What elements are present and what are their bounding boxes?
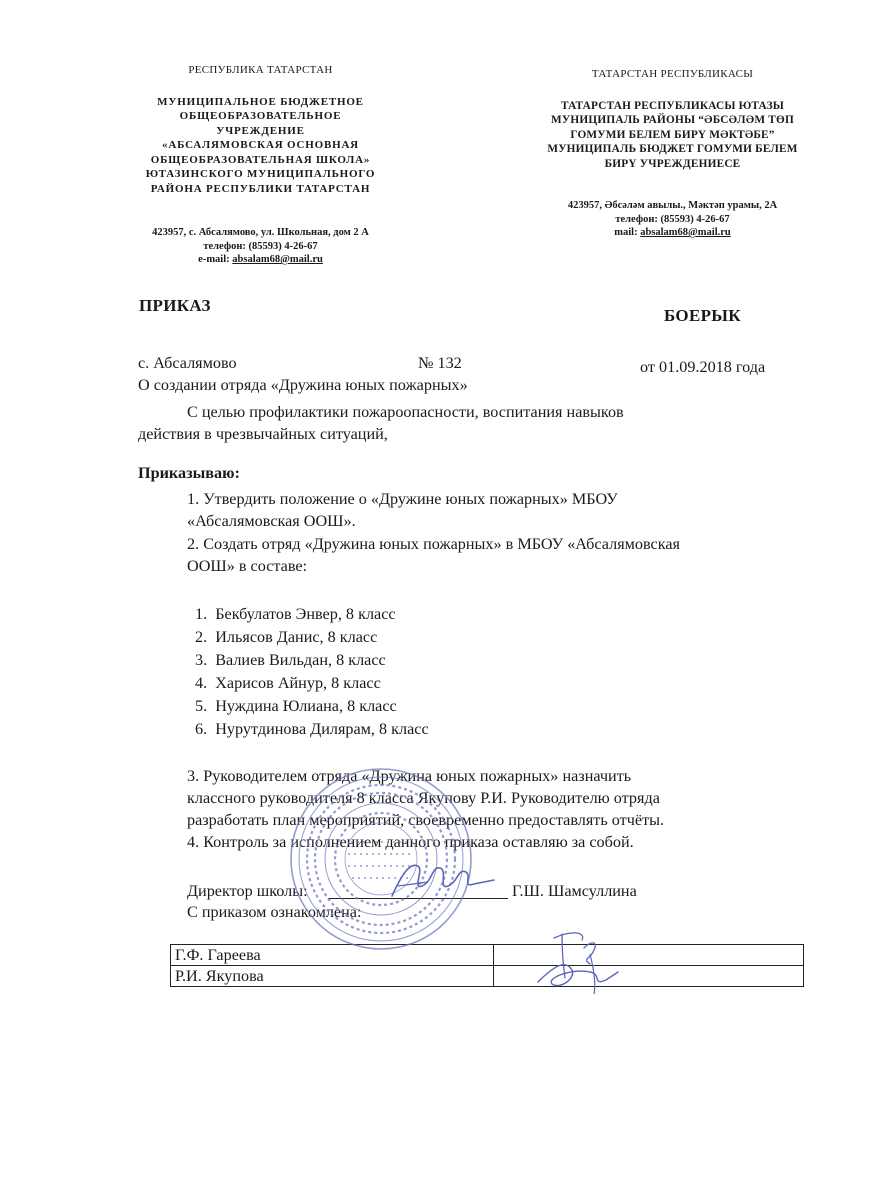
ack-name: Р.И. Якупова <box>171 966 494 987</box>
org-line: ЮТАЗИНСКОГО МУНИЦИПАЛЬНОГО <box>145 168 376 180</box>
phone: телефон: (85593) 4-26-67 <box>203 240 318 252</box>
preamble-line: С целью профилактики пожароопасности, воспитания навыков <box>187 403 624 421</box>
order-number: № 132 <box>418 354 462 372</box>
item-2-line: 2. Создать отряд «Дружина юных пожарных» в МБОУ «Абсалямовская <box>187 535 680 553</box>
item-3-line: 3. Руководителем отряда «Дружина юных пожарных» назначить <box>187 767 632 785</box>
member-item: 6. Нурутдинова Дилярам, 8 класс <box>195 720 429 738</box>
order-subject: О создании отряда «Дружина юных пожарных» <box>138 376 468 394</box>
letterhead-left-contacts <box>118 226 403 267</box>
letterhead-left <box>118 64 403 267</box>
acknowledged-label: С приказом ознакомлена: <box>187 903 362 921</box>
org-line: МУНИЦИПАЛЬ БЮДЖЕТ ГОМУМИ БЕЛЕМ <box>547 143 798 155</box>
item-3-line: классного руководителя 8 класса Якупову Р.И. Руководителю отряда <box>187 789 660 807</box>
org-line: «АБСАЛЯМОВСКАЯ ОСНОВНАЯ <box>162 139 359 151</box>
command-heading: Приказываю: <box>138 464 240 482</box>
email-link[interactable]: absalam68@mail.ru <box>232 254 323 265</box>
ack-name: Г.Ф. Гареева <box>171 945 494 966</box>
email-label: e-mail: <box>198 254 233 265</box>
email-line <box>505 226 840 240</box>
letterhead-left-org <box>118 95 403 197</box>
phone: телефон: (85593) 4-26-67 <box>615 213 730 225</box>
order-place: с. Абсалямово <box>138 354 237 372</box>
letterhead-right-contacts <box>505 199 840 240</box>
letterhead-left-country: РЕСПУБЛИКА ТАТАРСТАН <box>188 64 333 76</box>
email-link[interactable]: absalam68@mail.ru <box>640 227 731 238</box>
org-line: ТАТАРСТАН РЕСПУБЛИКАСЫ ЮТАЗЫ <box>560 99 785 112</box>
member-item: 5. Нуждина Юлиана, 8 класс <box>195 697 397 715</box>
member-item: 2. Ильясов Данис, 8 класс <box>195 628 378 646</box>
title-boeryk: БОЕРЫК <box>664 306 741 325</box>
org-line: МУНИЦИПАЛЬНОЕ БЮДЖЕТНОЕ <box>157 95 364 108</box>
item-3-line: разработать план мероприятий, своевременно предоставлять отчёты. <box>187 811 665 829</box>
staff-signature <box>532 920 622 1000</box>
table-row <box>171 966 804 987</box>
org-line: ГОМУМИ БЕЛЕМ БИРҮ МӘКТӘБЕ” <box>570 128 775 141</box>
item-2-line: ООШ» в составе: <box>187 557 308 575</box>
preamble-line: действия в чрезвычайных ситуаций, <box>138 425 388 443</box>
email-label: mail: <box>614 227 641 238</box>
address: 423957, Әбсәләм авылы., Мәктәп урамы, 2А <box>567 200 778 211</box>
member-item: 4. Харисов Айнур, 8 класс <box>195 674 381 692</box>
address: 423957, с. Абсалямово, ул. Школьная, дом 2 А <box>152 227 369 238</box>
letterhead-right-org <box>505 99 840 172</box>
item-4-line: 4. Контроль за исполнением данного приказа оставляю за собой. <box>187 833 634 851</box>
order-date: от 01.09.2018 года <box>640 358 766 376</box>
acknowledgement-table <box>170 944 804 987</box>
item-1-line: 1. Утвердить положение о «Дружине юных пожарных» МБОУ <box>187 490 618 508</box>
member-item: 3. Валиев Вильдан, 8 класс <box>195 651 386 669</box>
org-line: УЧРЕЖДЕНИЕ <box>216 124 305 137</box>
org-line: РАЙОНА РЕСПУБЛИКИ ТАТАРСТАН <box>150 182 371 195</box>
org-line: ОБЩЕОБРАЗОВАТЕЛЬНОЕ <box>179 110 342 122</box>
letterhead-right <box>505 68 840 240</box>
item-1-line: «Абсалямовская ООШ». <box>187 512 356 530</box>
director-label: Директор школы: <box>187 882 308 900</box>
org-line: МУНИЦИПАЛЬ РАЙОНЫ “ӘБСӘЛӘМ ТӨП <box>551 114 794 126</box>
org-line: ОБЩЕОБРАЗОВАТЕЛЬНАЯ ШКОЛА» <box>150 153 371 166</box>
table-row <box>171 945 804 966</box>
org-line: БИРҮ УЧРЕЖДЕНИЕСЕ <box>604 157 741 170</box>
director-name: Г.Ш. Шамсуллина <box>512 882 637 900</box>
title-prikaz: ПРИКАЗ <box>139 296 211 315</box>
director-signature <box>388 856 498 906</box>
member-item: 1. Бекбулатов Энвер, 8 класс <box>195 605 396 623</box>
letterhead-right-country: ТАТАРСТАН РЕСПУБЛИКАСЫ <box>591 68 754 80</box>
email-line <box>118 253 403 267</box>
